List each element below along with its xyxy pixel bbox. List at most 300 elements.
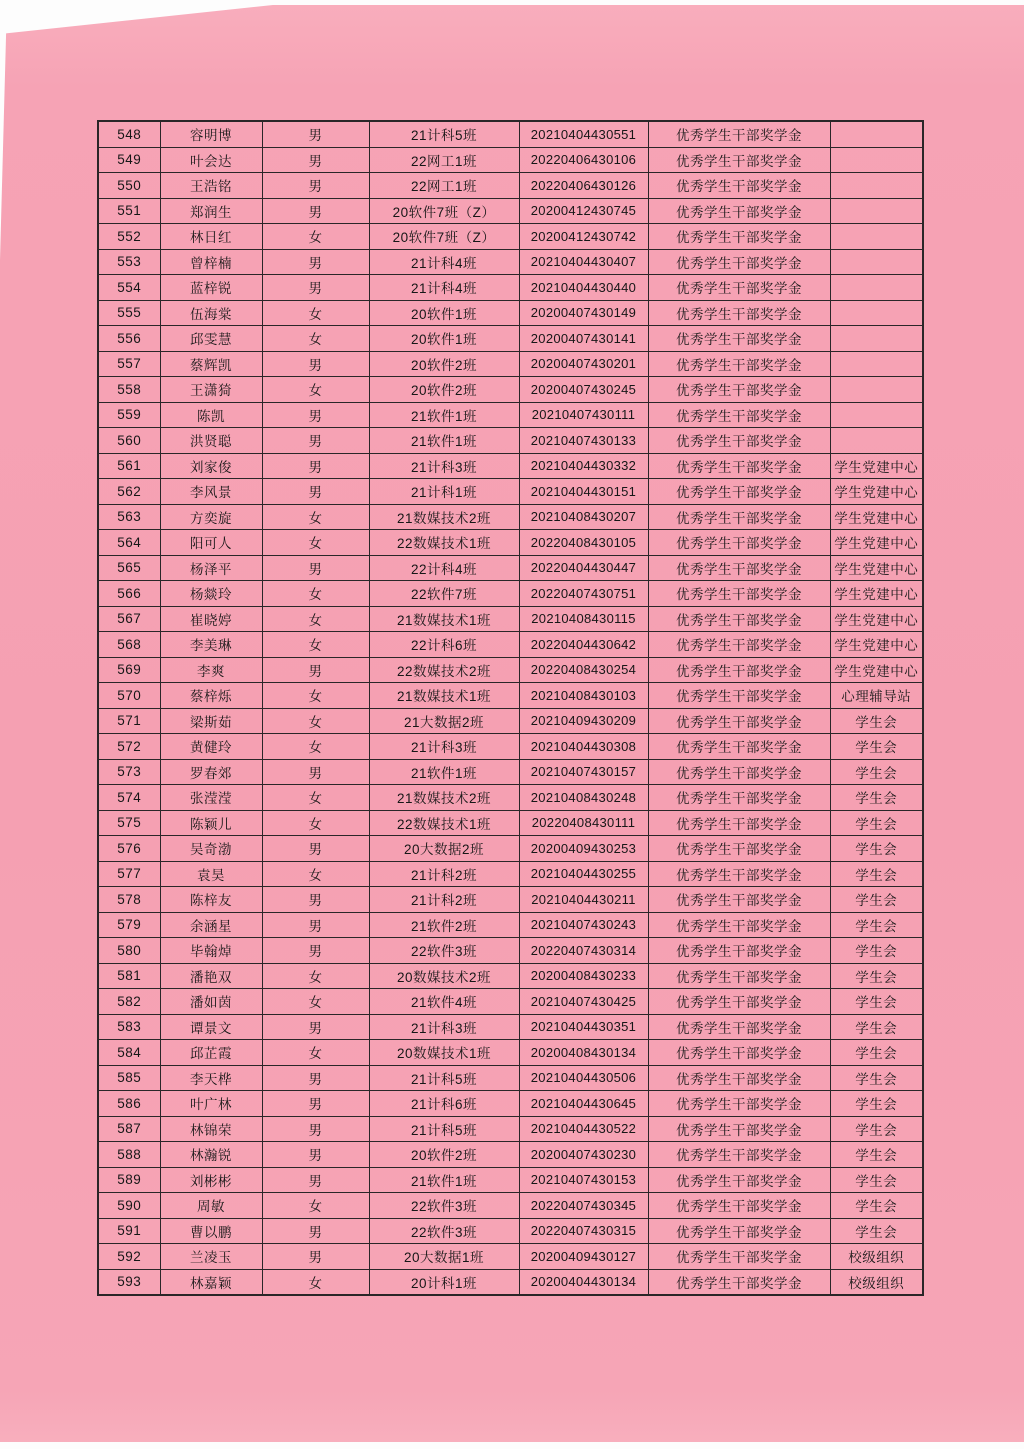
cell-student-id: 20200407430141 [519,326,648,352]
cell-organization: 学生会 [830,1091,923,1117]
cell-serial-number: 587 [98,1116,160,1142]
cell-serial-number: 564 [98,530,160,556]
cell-student-name: 袁昊 [160,861,262,887]
cell-student-name: 陈凯 [160,402,262,428]
cell-gender: 男 [262,147,369,173]
cell-student-id: 20210407430157 [519,759,648,785]
cell-student-name: 罗春郊 [160,759,262,785]
table-row [98,836,923,862]
scholarship-table-body [98,121,923,1295]
table-row [98,300,923,326]
cell-gender: 女 [262,734,369,760]
cell-organization: 学生党建中心 [830,606,923,632]
cell-class: 20数媒技术1班 [369,1040,519,1066]
cell-organization: 学生会 [830,1193,923,1219]
cell-student-id: 20200404430134 [519,1269,648,1295]
table-row [98,402,923,428]
table-row [98,861,923,887]
cell-award: 优秀学生干部奖学金 [648,224,830,250]
cell-gender: 女 [262,377,369,403]
cell-organization: 学生会 [830,861,923,887]
cell-student-id: 20220406430126 [519,173,648,199]
cell-gender: 男 [262,275,369,301]
cell-class: 21计科4班 [369,275,519,301]
cell-gender: 女 [262,504,369,530]
table-row [98,147,923,173]
cell-class: 22计科4班 [369,555,519,581]
cell-serial-number: 592 [98,1244,160,1270]
table-row [98,708,923,734]
cell-class: 21计科3班 [369,734,519,760]
cell-gender: 男 [262,1167,369,1193]
cell-gender: 女 [262,785,369,811]
cell-student-id: 20200407430245 [519,377,648,403]
cell-organization: 学生会 [830,1167,923,1193]
cell-award: 优秀学生干部奖学金 [648,1167,830,1193]
cell-student-name: 兰凌玉 [160,1244,262,1270]
cell-gender: 男 [262,1091,369,1117]
cell-award: 优秀学生干部奖学金 [648,147,830,173]
table-row [98,275,923,301]
table-row [98,326,923,352]
cell-class: 21计科3班 [369,453,519,479]
cell-organization [830,249,923,275]
cell-serial-number: 562 [98,479,160,505]
cell-student-id: 20200407430201 [519,351,648,377]
cell-student-name: 蔡辉凯 [160,351,262,377]
cell-award: 优秀学生干部奖学金 [648,377,830,403]
cell-student-name: 邱雯慧 [160,326,262,352]
cell-student-name: 谭景文 [160,1014,262,1040]
cell-award: 优秀学生干部奖学金 [648,1040,830,1066]
cell-organization: 学生党建中心 [830,657,923,683]
cell-class: 21软件2班 [369,912,519,938]
cell-award: 优秀学生干部奖学金 [648,734,830,760]
cell-class: 22网工1班 [369,147,519,173]
cell-serial-number: 577 [98,861,160,887]
cell-award: 优秀学生干部奖学金 [648,938,830,964]
cell-organization [830,428,923,454]
scan-edge-corner [0,0,320,34]
cell-student-name: 王潇猗 [160,377,262,403]
cell-organization: 学生会 [830,1116,923,1142]
cell-student-id: 20210404430332 [519,453,648,479]
cell-student-id: 20210404430645 [519,1091,648,1117]
cell-class: 21计科3班 [369,1014,519,1040]
cell-serial-number: 580 [98,938,160,964]
cell-organization: 校级组织 [830,1269,923,1295]
cell-award: 优秀学生干部奖学金 [648,326,830,352]
cell-class: 22数媒技术1班 [369,530,519,556]
cell-serial-number: 553 [98,249,160,275]
cell-award: 优秀学生干部奖学金 [648,785,830,811]
cell-student-name: 潘艳双 [160,963,262,989]
cell-class: 21计科5班 [369,1065,519,1091]
table-row [98,1218,923,1244]
cell-class: 21计科1班 [369,479,519,505]
cell-gender: 女 [262,963,369,989]
cell-organization: 学生党建中心 [830,530,923,556]
cell-serial-number: 555 [98,300,160,326]
cell-serial-number: 586 [98,1091,160,1117]
cell-gender: 男 [262,198,369,224]
table-row [98,428,923,454]
cell-student-id: 20200412430745 [519,198,648,224]
cell-class: 21软件1班 [369,1167,519,1193]
cell-award: 优秀学生干部奖学金 [648,759,830,785]
cell-student-name: 林锦荣 [160,1116,262,1142]
cell-student-id: 20210407430153 [519,1167,648,1193]
cell-student-name: 李天桦 [160,1065,262,1091]
cell-gender: 男 [262,351,369,377]
cell-gender: 女 [262,989,369,1015]
cell-student-id: 20200409430253 [519,836,648,862]
cell-class: 21计科2班 [369,861,519,887]
cell-award: 优秀学生干部奖学金 [648,606,830,632]
cell-gender: 女 [262,581,369,607]
cell-award: 优秀学生干部奖学金 [648,479,830,505]
cell-organization: 学生党建中心 [830,504,923,530]
table-row [98,504,923,530]
cell-award: 优秀学生干部奖学金 [648,1193,830,1219]
cell-student-name: 张滢滢 [160,785,262,811]
cell-serial-number: 556 [98,326,160,352]
cell-award: 优秀学生干部奖学金 [648,530,830,556]
cell-organization [830,275,923,301]
cell-class: 22数媒技术1班 [369,810,519,836]
cell-student-name: 杨泽平 [160,555,262,581]
cell-award: 优秀学生干部奖学金 [648,887,830,913]
table-row [98,887,923,913]
cell-student-id: 20210408430115 [519,606,648,632]
table-row [98,963,923,989]
table-row [98,1269,923,1295]
cell-class: 21软件4班 [369,989,519,1015]
cell-organization: 学生会 [830,938,923,964]
cell-serial-number: 548 [98,121,160,147]
table-row [98,989,923,1015]
cell-award: 优秀学生干部奖学金 [648,1091,830,1117]
table-row [98,1014,923,1040]
table-row [98,479,923,505]
cell-gender: 男 [262,1116,369,1142]
cell-student-id: 20220407430345 [519,1193,648,1219]
cell-serial-number: 588 [98,1142,160,1168]
cell-gender: 女 [262,683,369,709]
cell-organization [830,224,923,250]
cell-student-id: 20210407430111 [519,402,648,428]
cell-organization [830,147,923,173]
cell-gender: 男 [262,759,369,785]
cell-award: 优秀学生干部奖学金 [648,810,830,836]
table-row [98,173,923,199]
cell-serial-number: 590 [98,1193,160,1219]
cell-class: 20大数据1班 [369,1244,519,1270]
cell-organization [830,121,923,147]
cell-organization [830,351,923,377]
cell-student-id: 20210408430248 [519,785,648,811]
cell-serial-number: 585 [98,1065,160,1091]
cell-serial-number: 567 [98,606,160,632]
cell-gender: 女 [262,224,369,250]
cell-serial-number: 557 [98,351,160,377]
cell-award: 优秀学生干部奖学金 [648,581,830,607]
table-row [98,1142,923,1168]
cell-award: 优秀学生干部奖学金 [648,198,830,224]
cell-organization: 学生会 [830,989,923,1015]
cell-student-name: 李爽 [160,657,262,683]
cell-gender: 男 [262,938,369,964]
table-row [98,734,923,760]
cell-student-name: 林日红 [160,224,262,250]
cell-award: 优秀学生干部奖学金 [648,861,830,887]
cell-gender: 男 [262,402,369,428]
cell-award: 优秀学生干部奖学金 [648,989,830,1015]
cell-award: 优秀学生干部奖学金 [648,1142,830,1168]
cell-gender: 女 [262,810,369,836]
cell-gender: 男 [262,887,369,913]
cell-gender: 女 [262,606,369,632]
cell-serial-number: 574 [98,785,160,811]
table-row [98,912,923,938]
cell-award: 优秀学生干部奖学金 [648,657,830,683]
cell-serial-number: 549 [98,147,160,173]
cell-organization [830,300,923,326]
cell-award: 优秀学生干部奖学金 [648,963,830,989]
cell-student-name: 洪贤聪 [160,428,262,454]
cell-student-name: 余涵星 [160,912,262,938]
cell-organization: 学生会 [830,887,923,913]
cell-gender: 女 [262,530,369,556]
cell-gender: 男 [262,836,369,862]
table-row [98,453,923,479]
cell-organization: 学生会 [830,810,923,836]
cell-serial-number: 576 [98,836,160,862]
cell-award: 优秀学生干部奖学金 [648,1269,830,1295]
cell-student-name: 叶会达 [160,147,262,173]
cell-student-name: 王浩铭 [160,173,262,199]
cell-serial-number: 583 [98,1014,160,1040]
cell-gender: 女 [262,300,369,326]
cell-student-name: 曾梓楠 [160,249,262,275]
cell-serial-number: 569 [98,657,160,683]
cell-student-id: 20210407430133 [519,428,648,454]
cell-organization: 学生会 [830,1040,923,1066]
cell-award: 优秀学生干部奖学金 [648,555,830,581]
cell-organization: 学生会 [830,1065,923,1091]
table-row [98,530,923,556]
cell-student-name: 周敏 [160,1193,262,1219]
cell-class: 21数媒技术1班 [369,606,519,632]
cell-award: 优秀学生干部奖学金 [648,300,830,326]
scan-edge-left [0,0,7,260]
table-row [98,1167,923,1193]
cell-gender: 男 [262,249,369,275]
cell-student-id: 20210408430103 [519,683,648,709]
cell-serial-number: 550 [98,173,160,199]
cell-gender: 女 [262,326,369,352]
cell-serial-number: 573 [98,759,160,785]
cell-class: 22数媒技术2班 [369,657,519,683]
cell-organization: 学生党建中心 [830,581,923,607]
table-row [98,581,923,607]
cell-student-name: 容明博 [160,121,262,147]
cell-serial-number: 589 [98,1167,160,1193]
cell-student-name: 吴奇渤 [160,836,262,862]
cell-organization: 学生会 [830,1142,923,1168]
table-row [98,1193,923,1219]
cell-award: 优秀学生干部奖学金 [648,1244,830,1270]
cell-organization: 学生会 [830,734,923,760]
cell-student-name: 陈颖儿 [160,810,262,836]
cell-award: 优秀学生干部奖学金 [648,428,830,454]
cell-gender: 女 [262,708,369,734]
table-row [98,377,923,403]
scholarship-table [97,120,924,1296]
cell-award: 优秀学生干部奖学金 [648,1065,830,1091]
cell-serial-number: 582 [98,989,160,1015]
cell-class: 21计科2班 [369,887,519,913]
cell-organization [830,326,923,352]
cell-serial-number: 561 [98,453,160,479]
cell-class: 21数媒技术2班 [369,785,519,811]
cell-organization: 学生党建中心 [830,632,923,658]
cell-organization [830,377,923,403]
cell-class: 20数媒技术2班 [369,963,519,989]
cell-class: 20软件1班 [369,300,519,326]
cell-class: 21数媒技术2班 [369,504,519,530]
cell-student-id: 20210404430351 [519,1014,648,1040]
cell-class: 21软件1班 [369,428,519,454]
table-row [98,632,923,658]
cell-organization [830,198,923,224]
cell-serial-number: 565 [98,555,160,581]
cell-student-id: 20220408430105 [519,530,648,556]
table-row [98,1116,923,1142]
cell-serial-number: 568 [98,632,160,658]
cell-gender: 女 [262,632,369,658]
cell-gender: 女 [262,1269,369,1295]
cell-student-id: 20210409430209 [519,708,648,734]
cell-award: 优秀学生干部奖学金 [648,275,830,301]
cell-award: 优秀学生干部奖学金 [648,1014,830,1040]
cell-student-name: 黄健玲 [160,734,262,760]
table-row [98,759,923,785]
cell-class: 22计科6班 [369,632,519,658]
cell-gender: 男 [262,1218,369,1244]
cell-serial-number: 551 [98,198,160,224]
cell-gender: 男 [262,479,369,505]
table-row [98,224,923,250]
cell-class: 20软件2班 [369,1142,519,1168]
cell-student-id: 20220407430315 [519,1218,648,1244]
cell-class: 21计科5班 [369,121,519,147]
cell-student-name: 蓝梓锐 [160,275,262,301]
cell-student-name: 潘如茵 [160,989,262,1015]
cell-gender: 男 [262,555,369,581]
cell-award: 优秀学生干部奖学金 [648,453,830,479]
cell-student-id: 20220408430111 [519,810,648,836]
cell-student-name: 毕翰焯 [160,938,262,964]
cell-class: 22软件3班 [369,1218,519,1244]
cell-organization: 校级组织 [830,1244,923,1270]
cell-student-id: 20210404430440 [519,275,648,301]
cell-class: 22网工1班 [369,173,519,199]
cell-class: 21软件1班 [369,402,519,428]
cell-student-name: 李美琳 [160,632,262,658]
cell-serial-number: 559 [98,402,160,428]
cell-serial-number: 566 [98,581,160,607]
cell-serial-number: 591 [98,1218,160,1244]
cell-award: 优秀学生干部奖学金 [648,121,830,147]
scan-edge-bottom [0,1442,1024,1449]
cell-serial-number: 572 [98,734,160,760]
cell-student-name: 林瀚锐 [160,1142,262,1168]
cell-student-id: 20210404430255 [519,861,648,887]
cell-student-id: 20200408430233 [519,963,648,989]
cell-award: 优秀学生干部奖学金 [648,173,830,199]
cell-gender: 女 [262,861,369,887]
cell-class: 21软件1班 [369,759,519,785]
cell-class: 20软件7班（Z） [369,224,519,250]
table-row [98,657,923,683]
cell-gender: 男 [262,428,369,454]
cell-organization: 学生党建中心 [830,453,923,479]
cell-student-name: 曹以鹏 [160,1218,262,1244]
cell-serial-number: 571 [98,708,160,734]
cell-student-name: 梁斯茹 [160,708,262,734]
cell-organization: 学生会 [830,963,923,989]
cell-organization: 学生会 [830,708,923,734]
cell-gender: 女 [262,1193,369,1219]
cell-gender: 男 [262,121,369,147]
table-row [98,198,923,224]
cell-organization [830,402,923,428]
cell-student-id: 20200412430742 [519,224,648,250]
cell-organization: 学生党建中心 [830,479,923,505]
cell-serial-number: 578 [98,887,160,913]
cell-serial-number: 558 [98,377,160,403]
cell-gender: 男 [262,453,369,479]
cell-organization: 学生会 [830,1014,923,1040]
cell-award: 优秀学生干部奖学金 [648,708,830,734]
cell-student-name: 林嘉颖 [160,1269,262,1295]
cell-gender: 男 [262,173,369,199]
table-row [98,938,923,964]
cell-serial-number: 554 [98,275,160,301]
cell-award: 优秀学生干部奖学金 [648,1218,830,1244]
cell-award: 优秀学生干部奖学金 [648,1116,830,1142]
table-row [98,785,923,811]
cell-student-name: 陈梓友 [160,887,262,913]
cell-serial-number: 552 [98,224,160,250]
cell-serial-number: 593 [98,1269,160,1295]
cell-student-id: 20200407430230 [519,1142,648,1168]
cell-student-name: 阳可人 [160,530,262,556]
cell-award: 优秀学生干部奖学金 [648,912,830,938]
table-row [98,249,923,275]
cell-gender: 男 [262,1014,369,1040]
cell-student-name: 李风景 [160,479,262,505]
cell-student-id: 20210404430211 [519,887,648,913]
cell-gender: 男 [262,912,369,938]
cell-organization: 学生会 [830,759,923,785]
table-row [98,1040,923,1066]
table-row [98,1091,923,1117]
cell-class: 20计科1班 [369,1269,519,1295]
cell-class: 21大数据2班 [369,708,519,734]
cell-class: 20软件2班 [369,351,519,377]
